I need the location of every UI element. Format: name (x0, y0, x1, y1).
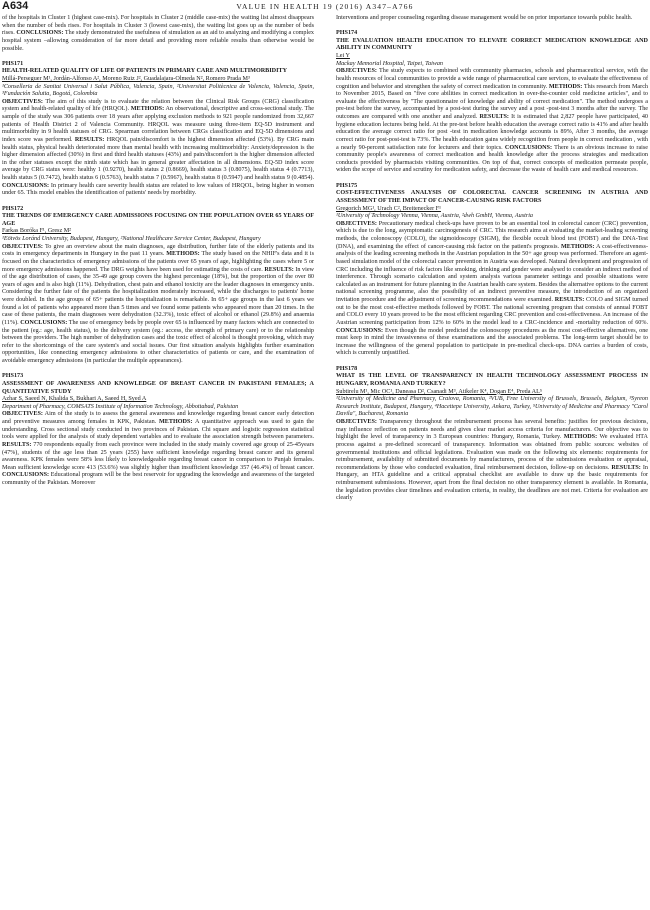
section-label: RESULTS: (264, 266, 294, 273)
abstract (2, 373, 314, 487)
abstract-body (336, 419, 648, 503)
abstract-id: PHS172 (2, 205, 24, 212)
section-label: RESULTS: (2, 441, 32, 448)
section-label: METHODS: (166, 251, 200, 258)
section-text: An observational, descriptive and cross-sectional study. The sample of the study was 306 patients over 18 years after applying exclusion methods to 921 people randomized from 32,667 patients of Health District 2 of Valencia Community. HRQOL was measure using three-item EQ-5D instrument and multimorbidity in 9 health statuses of CRG. Spearman correlation between CRGs classification and EQ-5D dimensions and index score was performed. (2, 106, 314, 143)
continued-paragraph (2, 15, 314, 53)
abstract-title: THE EVALUATION HEALTH EDUCATION TO ELEVATE CORRECT MEDICATION KNOWLEDGE AND ABILITY IN COMMUNITY (336, 37, 648, 52)
section-text: In primary health care severity health status are related to low values of HRQOL, being higher in women under 65. This model enables the identification of patients' needs by morbidity. (2, 182, 314, 197)
section-label: CONCLUSIONS: (16, 30, 64, 37)
section-label: METHODS: (563, 434, 598, 441)
section-label: CONCLUSIONS: (504, 144, 553, 151)
abstract-authors: Azhar S, Saeed N, Khalida S, Bukhari A, Saeed H, Syed A (2, 396, 147, 403)
section-label: CONCLUSIONS: (2, 182, 50, 189)
section-text: Precautionary medical check-ups have proven to be an essential tool in colorectal cancer (CRC) prevention, which is due to the long, asymptomatic carcinogenesis of CRC. This research aims at evaluating the market-leading screening methods, the colonoscopy (COLO), the sigmoidoscopy (SIGM), the flexible occult blood test (FOBT) and the DNA-Test (DNA), and examining the effect of cancer-causing risk factor on the patient's prognosis. (336, 220, 648, 250)
abstract-authors: Subtirelu M¹, Mic OC¹, Daneasa D², Csanadi M³, Atikeler K⁴, Dogan E⁴, Preda AL⁵ (336, 388, 542, 395)
section-text: In view of the age distribution of cases, the 35-49 age group covers the highest percentage (18%), but the proportion of the over 80 years of ages and is also high (11%). Dehydration, chest pain and ethanol toxicity are the leader diagnoses in emergency units. Considering the further fate of the patients the hospitalization moderately increased, while the discharges to patients' home were doubled. In the age groups of 65+ patients the hospitalization is remarkable. In 65+ age groups in the last 6 years we found a lot of patients who appeared more than 5 times and we found some patients who appeared more than 20 times. In the case of these patients, the main diagnoses were dehydration (32.3%), toxic effect of alcohol or ethanol (29.8%) and anaemia (11%). (2, 266, 314, 326)
left-column (2, 15, 314, 495)
abstract-body (336, 68, 648, 175)
section-text: In Hungary, an HTA guideline and a critical appraisal checklist are available to draw up the basic requirements for reimbursement submissions. However, apart from the final decision no other transparency element is available. In Romania, the legislation provides clear timelines and evaluation criteria, in reality, the deadlines are not met. Criteria for evaluation are clearly (336, 464, 648, 502)
abstract-id: PHS175 (336, 182, 358, 189)
section-label: OBJECTIVES: (336, 220, 377, 227)
abstract (336, 183, 648, 358)
abstract-title: THE TRENDS OF EMERGENCY CARE ADMISSIONS FOCUSING ON THE POPULATION OVER 65 YEARS OF AGE (2, 213, 314, 227)
abstract-body (2, 244, 314, 366)
section-text: The study based on the NHIF's data and it is focused on the characteristics of emergency admissions of the patients over 65 years of age, highlighting the cases where 5 or more emergency admissions happened. The DRG weights have been used for estimating the costs of care. (2, 251, 314, 273)
right-column (336, 15, 648, 511)
abstract (2, 206, 314, 366)
section-text: To give an overview about the main diagnoses, age distribution, further fate of the elderly patients and its costs in emergency departments in Hungary in the past 11 years. (2, 243, 314, 258)
section-label: RESULTS: (479, 114, 509, 121)
section-label: CONCLUSIONS: (336, 327, 384, 334)
abstract (336, 30, 648, 175)
section-text: The aim of this study is to evaluate the relation between the Clinical Risk Groups (CRG) classification system and health-related quality of life (HRQOL). (2, 98, 314, 113)
section-text: HRQOL pain/discomfort is the highest dimension affected (53%). By CRG main health status, physical health deteriorated more than mental health with increasing multimorbidity: Anxiety/depression is the higher dimension affected (30%) in first and third health statuses (43%) and pain/discomfort is the higher dimension affected in the other statuses except the ninth state which has in general greater affectation in all dimensions. EQ-5D index score average by CRG status were: healthy 1 (0.9270), health status 2 (0.8669), health status 3 (0.8075), health status 4 (0.7713), health status 5 (0.7472), health status 6 (0.5763), health status 7 (0.5967), health status 8 (0.5947) and health status 9 (0.4854). (2, 136, 314, 182)
continued-paragraph (336, 15, 648, 23)
abstract-authors: Lei Y (336, 53, 350, 60)
section-text: It is estimated that 2,827 people have participated, 40 hygiene education lectures being held. At the pre-test before health education the average correct ratio is 41% and after health education the average correct ratio for post -test in medication knowledge accounts is 89%, After 3 months, the average correct ratio for post-post-test is 73%. The health education gains widely recognition from people in correct medication , with a nearly 90-percent satisfaction rate for lecturers and their topics. (336, 114, 648, 151)
section-text: COLO and SIGM turned out to be the most cost-effective methods followed by FOBT. The national screening program that consists of annual FOBT and COLO every 10 years proved to be the most efficient regarding CRC prevention and cost-effectiveness. An increase of the Austrian screening participation from 12% to 60% in the model lead to a CRC-incidence and -mortality reduction of 60%. (336, 297, 648, 326)
abstract-affiliations: ¹Conselleria de Sanitat Universal i Salut Pública, Valencia, Spain, ²Universitat Politècnica de Valencia, Valencia, Spain, ³Fundación Salutia, Bogotá, Colombia (2, 83, 314, 98)
abstract-id: PHS174 (336, 30, 358, 37)
abstract-affiliations: Department of Pharmacy, COMSATS Institute of Information Technology, Abbottabad, Pakistan (2, 403, 239, 410)
section-label: CONCLUSIONS: (20, 319, 68, 326)
abstract-id: PHS178 (336, 365, 358, 372)
running-header (0, 0, 650, 14)
section-text: Aim of the study is to assess the general awareness and knowledge regarding breast cancer early detection and preventive measures among females in KPK, Pakistan. (2, 411, 314, 426)
abstract-affiliations: ¹University of Medicine and Pharmacy, Craiova, Romania, ²VUB, Free University of Brussels, Brussels, Belgium, ³Syreon Research Institute, Budapest, Hungary, ⁴Hacettepe University, Ankara, Turkey, ⁵University of Medicine and Pharmacy "Carol Davila", Bucharest, Romania (336, 396, 648, 418)
abstract-id: PHS171 (2, 60, 24, 67)
section-text: We evaluated HTA process against a pre-defined scorecard of transparency. Information was obtained from public sources: websites of governmental institutions and official legislations. Evaluation was made on the following six elements: requirements for reimbursement, availability of submitted documents by manufacturers, process of the submissions evaluation or appraisal, recommendations by those who conducted evaluation, final reimbursement decision, follow-up on decisions. (336, 434, 648, 471)
section-text: This research from March to November 2015, Based on "five core abilities in correct medication in over-the-counter cold medicine articles", and to evaluate the effectiveness by "The questionnaire of knowledge and ability of correct medication". The method undergoes a pre-test before the survey, accompanied by a post-test during the survey and a post -post-test 3 months after the survey. The outcomes are compared with one another and analyzed. (336, 83, 648, 121)
continued-text (2, 15, 314, 53)
abstract-authors: Gregorich MG¹, Urach C², Breitenecker F¹ (336, 205, 441, 212)
section-text: Even though the model predicted the colonoscopy procedures as the most cost-effective alternatives, one must keep in mind the invasiveness of these examinations and the associated problems. The long-term target should be to increase the willingness of the general population to participate in pre-medical check-ups. DNA carries a burden of costs, which is currently unjustified. (336, 327, 648, 357)
abstract-title: ASSESSMENT OF AWARENESS AND KNOWLEDGE OF BREAST CANCER IN PAKISTANI FEMALES; A QUANTITATIVE STUDY (2, 380, 314, 395)
section-text: A cost-effectiveness-analysis of the leading screening methods in the Austrian population in the 50+ age group was performed. Therefore an agent-based simulation model of the colorectal cancer prevention in Austria was developed. Natural development and progression of CRC including the influence of risk factors like smoking, drinking and gender were analysed to consider an indirect method of interference. Through scenario calculation and system analysis various parameter settings and possible situations were calculated as an instrument for future planning in the Austrian health care system. Besides the alternative options to the current national screening programme, also the possibility of an indirect preventive measure, the introduction of an organized invitation procedure and the adjustment of screening recommendations were examined. (336, 243, 648, 304)
abstract-authors: Millá-Perseguer M¹, Jordán-Alfonso A², Moreno Ruiz J², Guadalajara-Olmeda N², Romero Prada M³ (2, 75, 250, 82)
abstract-title: WHAT IS THE LEVEL OF TRANSPARENCY IN HEALTH TECHNOLOGY ASSESSMENT PROCESS IN HUNGARY, ROMANIA AND TURKEY? (336, 373, 648, 387)
section-label: OBJECTIVES: (336, 68, 377, 75)
section-text: 770 respondents equally from each province were included in the study mainly covered age group of 25-45years (47%), students of the age less than 25 years (255) have sufficient knowledge regarding breast cancer and its general awareness. KPK females were 58% less likely to knowledgeable regarding breast cancer in comparison to Punjab females. Mean sufficient knowledge score 413 (53.6%) was slightly higher than insufficient knowledge 357 (46.4%) of breast cancer. (2, 441, 314, 471)
section-label: METHODS: (560, 243, 595, 250)
abstract-body (2, 99, 314, 198)
continued-text (336, 15, 648, 23)
section-label: OBJECTIVES: (336, 419, 377, 426)
abstract-body (2, 411, 314, 487)
abstract (2, 61, 314, 198)
section-label: OBJECTIVES: (2, 98, 43, 105)
section-text: The use of emergency beds by people over 65 is influenced by many factors which are connected to the patient (eg.: age, health status), to the delivery system (eg.: access, the strength of primary care) or to the relationship between the providers. The high number of dehydration cases and the toxic effect of alcohol is thought provoking, which may refer to the shortcomings of the care system's and social issues. Our first situation analysis highlights further examination opportunities, like connecting emergency admissions to other characteristics of patients or care, and the examination of avoidable emergency admissions (in particular the multiple appearances). (2, 319, 314, 365)
section-label: RESULTS: (554, 297, 585, 304)
section-text: The study expects to combined with community pharmacies, schools and pharmaceutical service, with the health resources of local communities to provide a wide range of pharmaceutical care services, to evaluate the effectiveness of cognition and behavior and strengthen the safety of correct medication in community. (336, 68, 648, 90)
journal-citation: VALUE IN HEALTH 19 (2016) A347–A766 (236, 2, 414, 11)
section-label: RESULTS: (74, 136, 105, 143)
abstract-id: PHS173 (2, 373, 24, 380)
abstract-affiliations: ¹University of Technology Vienna, Vienna, Austria, ²dwh GmbH, Vienna, Austria (336, 213, 533, 220)
section-text: Transparency throughout the reimbursement process has several benefits: justifies for previous decisions, may influence reflection on patients needs and gives clear market access criteria for manufacturers. Our objective was to highlight the level of transparency in 3 European countries: Hungary, Romania, Turkey. (336, 419, 648, 441)
section-label: METHODS: (548, 83, 583, 90)
abstract-body (336, 221, 648, 358)
section-label: CONCLUSIONS: (2, 472, 50, 479)
abstract-title: COST-EFFECTIVENESS ANALYSIS OF COLORECTAL CANCER SCREENING IN AUSTRIA AND ASSESSMENT OF THE IMPACT OF CANCER-CAUSING RISK FACTORS (336, 190, 648, 204)
section-text: There is an obvious increase to raise community people's awareness of correct medication and health knowledge after the process strategies and medication conducts provided by pharmacists visiting communities. On top of that, correct concepts of medication permeate people, widen the scope of service and scrutiny for medication safety, and decrease the waste of health care and medical resources. (336, 144, 648, 174)
section-label: OBJECTIVES: (2, 243, 43, 250)
section-text: of the hospitals in Cluster 1 (highest case-mix). For hospitals in Cluster 2 (middle case-mix) the waiting list almost disappears when the number of beds rises. For hospitals in Cluster 3 (lowest case-mix), the waiting list goes up as the number of beds rises. (2, 15, 314, 37)
section-text: A quantitative approach was used to gain the understanding. Cross sectional study conducted in two provinces of Pakistan. Chi square and logistic regression statistical tools were applied for the analysis of study dependent variables and to evaluate the association strength between parameters. (2, 419, 314, 441)
abstract-affiliations: Mackay Memorial Hospital, Taipei, Taiwan (336, 60, 444, 67)
section-label: METHODS: (159, 419, 193, 426)
page-number: A634 (2, 0, 29, 12)
section-text: Interventions and proper counseling regarding disease management would be on prior importance towards public health. (336, 15, 633, 21)
section-label: RESULTS: (611, 464, 641, 471)
abstract-affiliations: ¹Eötvös Loránd University, Budapest, Hungary, ²National Healthcare Service Center, Budapest, Hungary (2, 236, 261, 243)
section-label: METHODS: (130, 106, 165, 113)
abstract-authors: Farkas Boróka F¹, Gresz M² (2, 228, 72, 235)
abstract-title: HEALTH-RELATED QUALITY OF LIFE OF PATIENTS IN PRIMARY CARE AND MULTIMORBIDITY (2, 68, 288, 75)
abstract (336, 366, 648, 503)
section-text: Educational program will be the best reservoir for upgrading the knowledge and awareness of the targeted community of the Pakistan. Moreover (2, 472, 314, 487)
section-label: OBJECTIVES: (2, 411, 43, 418)
section-text: The study demonstrated the usefulness of simulation as an aid to analyzing and modifying a complex hospital system –allowing consideration of far more detail and providing more reliable results than otherwise would be possible. (2, 30, 314, 52)
